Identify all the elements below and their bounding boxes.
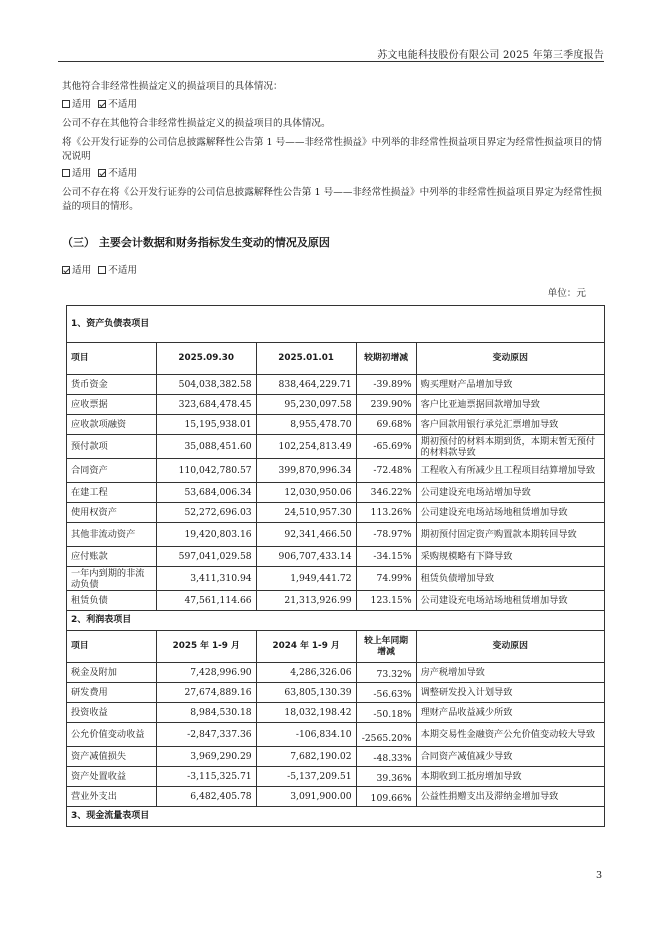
current-value-cell: 52,272,696.03 xyxy=(156,503,256,523)
current-value-cell: 15,195,938.01 xyxy=(156,415,256,435)
prior-value-cell: 399,870,996.34 xyxy=(256,459,356,483)
change-pct-cell: 69.68% xyxy=(356,415,416,435)
column-header: 变动原因 xyxy=(416,343,604,375)
current-value-cell: 3,411,310.94 xyxy=(156,567,256,591)
prior-value-cell: 24,510,957.30 xyxy=(256,503,356,523)
change-pct-cell: 239.90% xyxy=(356,395,416,415)
change-pct-cell: -34.15% xyxy=(356,547,416,567)
table-row xyxy=(67,703,605,723)
column-header: 2024 年 1-9 月 xyxy=(256,631,356,663)
group-title: 3、现金流量表项目 xyxy=(67,807,605,827)
column-header: 较上年同期增减 xyxy=(356,631,416,663)
item-cell: 应收票据 xyxy=(67,395,157,415)
prior-value-cell: -5,137,209.51 xyxy=(256,767,356,787)
current-value-cell: 8,984,530.18 xyxy=(156,703,256,723)
reason-cell: 客户比亚迪票据回款增加导致 xyxy=(416,395,604,415)
prior-value-cell: 906,707,433.14 xyxy=(256,547,356,567)
prior-value-cell: 95,230,097.58 xyxy=(256,395,356,415)
column-header: 2025.01.01 xyxy=(256,343,356,375)
reason-cell: 公司建设充电场站增加导致 xyxy=(416,483,604,503)
table-row xyxy=(67,483,605,503)
running-header: 苏文电能科技股份有限公司 2025 年第三季度报告 xyxy=(377,50,604,61)
checkbox-not-applicable-1[interactable] xyxy=(98,100,106,108)
reason-cell: 采购规模略有下降导致 xyxy=(416,547,604,567)
page-number: 3 xyxy=(596,870,603,881)
header-rule xyxy=(58,61,604,62)
prior-value-cell: 92,341,466.50 xyxy=(256,523,356,547)
change-pct-cell: -48.33% xyxy=(356,747,416,767)
column-header: 项目 xyxy=(67,343,157,375)
change-pct-cell: -65.69% xyxy=(356,435,416,459)
prior-value-cell: 63,805,130.39 xyxy=(256,683,356,703)
reason-cell: 合同资产减值减少导致 xyxy=(416,747,604,767)
change-pct-cell: 123.15% xyxy=(356,591,416,611)
column-header: 2025.09.30 xyxy=(156,343,256,375)
table-row xyxy=(67,435,605,459)
unit-label: 单位：元 xyxy=(547,288,586,299)
current-value-cell: 27,674,889.16 xyxy=(156,683,256,703)
table-row xyxy=(67,567,605,591)
table-row xyxy=(67,663,605,683)
reason-cell: 理财产品收益减少所致 xyxy=(416,703,604,723)
item-cell: 其他非流动资产 xyxy=(67,523,157,547)
current-value-cell: 3,969,290.29 xyxy=(156,747,256,767)
applicability-options-3: 适用 不适用 xyxy=(62,264,602,278)
table-row xyxy=(67,547,605,567)
applicability-options-1: 适用 不适用 xyxy=(62,98,602,112)
item-cell: 研发费用 xyxy=(67,683,157,703)
reason-cell: 本期收到工抵房增加导致 xyxy=(416,767,604,787)
change-pct-cell: 113.26% xyxy=(356,503,416,523)
item-cell: 资产处置收益 xyxy=(67,767,157,787)
change-pct-cell: 346.22% xyxy=(356,483,416,503)
current-value-cell: 53,684,006.34 xyxy=(156,483,256,503)
table-group-row xyxy=(67,306,605,343)
column-header: 变动原因 xyxy=(416,631,604,663)
group-title: 1、资产负债表项目 xyxy=(67,306,605,343)
prior-value-cell: 4,286,326.06 xyxy=(256,663,356,683)
table-row xyxy=(67,415,605,435)
reason-cell: 本期交易性金融资产公允价值变动较大导致 xyxy=(416,723,604,747)
prior-value-cell: 8,955,478.70 xyxy=(256,415,356,435)
reason-cell: 公司建设充电场站场地租赁增加导致 xyxy=(416,591,604,611)
reason-cell: 调整研发投入计划导致 xyxy=(416,683,604,703)
item-cell: 使用权资产 xyxy=(67,503,157,523)
current-value-cell: 597,041,029.58 xyxy=(156,547,256,567)
prior-value-cell: 12,030,950.06 xyxy=(256,483,356,503)
current-value-cell: 7,428,996.90 xyxy=(156,663,256,683)
section-title: （三） 主要会计数据和财务指标发生变动的情况及原因 xyxy=(62,236,330,249)
table-group-row xyxy=(67,611,605,631)
column-header: 较期初增减 xyxy=(356,343,416,375)
current-value-cell: 6,482,405.78 xyxy=(156,787,256,807)
prior-value-cell: 21,313,926.99 xyxy=(256,591,356,611)
current-value-cell: -2,847,337.36 xyxy=(156,723,256,747)
table-row xyxy=(67,723,605,747)
prior-value-cell: -106,834.10 xyxy=(256,723,356,747)
checkbox-applicable-1[interactable] xyxy=(62,100,70,108)
paragraph-reclassification: 将《公开发行证券的公司信息披露解释性公告第 1 号——非经常性损益》中列举的非经常性损益项目界定为经常性损益项目的情况说明 xyxy=(62,137,602,162)
item-cell: 一年内到期的非流动负债 xyxy=(67,567,157,591)
table-row xyxy=(67,747,605,767)
item-cell: 资产减值损失 xyxy=(67,747,157,767)
group-title: 2、利润表项目 xyxy=(67,611,605,631)
reason-cell: 公益性捐赠支出及滞纳金增加导致 xyxy=(416,787,604,807)
item-cell: 在建工程 xyxy=(67,483,157,503)
current-value-cell: 47,561,114.66 xyxy=(156,591,256,611)
financial-changes-table xyxy=(66,305,605,827)
table-header-row xyxy=(67,631,605,663)
change-pct-cell: 73.32% xyxy=(356,663,416,683)
change-pct-cell: -50.18% xyxy=(356,703,416,723)
paragraph-no-other-items: 公司不存在其他符合非经常性损益定义的损益项目的具体情况。 xyxy=(62,118,331,129)
paragraph-other-items: 其他符合非经常性损益定义的损益项目的具体情况： xyxy=(62,81,283,92)
change-pct-cell: -78.97% xyxy=(356,523,416,547)
current-value-cell: 504,038,382.58 xyxy=(156,375,256,395)
item-cell: 公允价值变动收益 xyxy=(67,723,157,747)
table-row xyxy=(67,683,605,703)
table-row xyxy=(67,787,605,807)
checkbox-applicable-2[interactable] xyxy=(62,169,70,177)
reason-cell: 工程收入有所减少且工程项目结算增加导致 xyxy=(416,459,604,483)
change-pct-cell: 39.36% xyxy=(356,767,416,787)
reason-cell: 购买理财产品增加导致 xyxy=(416,375,604,395)
column-header: 项目 xyxy=(67,631,157,663)
reason-cell: 期初预付固定资产购置款本期转回导致 xyxy=(416,523,604,547)
table-header-row xyxy=(67,343,605,375)
item-cell: 货币资金 xyxy=(67,375,157,395)
current-value-cell: 323,684,478.45 xyxy=(156,395,256,415)
reason-cell: 公司建设充电场站场地租赁增加导致 xyxy=(416,503,604,523)
item-cell: 营业外支出 xyxy=(67,787,157,807)
prior-value-cell: 1,949,441.72 xyxy=(256,567,356,591)
table-row xyxy=(67,395,605,415)
current-value-cell: 35,088,451.60 xyxy=(156,435,256,459)
reason-cell: 客户回款用银行承兑汇票增加导致 xyxy=(416,415,604,435)
table-row xyxy=(67,503,605,523)
paragraph-no-reclassification: 公司不存在将《公开发行证券的公司信息披露解释性公告第 1 号——非经常性损益》中列举的非经常性损益项目界定为经常性损益的项目的情形。 xyxy=(62,187,602,212)
current-value-cell: -3,115,325.71 xyxy=(156,767,256,787)
table-row xyxy=(67,459,605,483)
reason-cell: 房产税增加导致 xyxy=(416,663,604,683)
table-group-row xyxy=(67,807,605,827)
checkbox-not-applicable-2[interactable] xyxy=(98,169,106,177)
prior-value-cell: 18,032,198.42 xyxy=(256,703,356,723)
table-row xyxy=(67,375,605,395)
change-pct-cell: 74.99% xyxy=(356,567,416,591)
applicability-options-2: 适用 不适用 xyxy=(62,167,602,181)
checkbox-applicable-3[interactable] xyxy=(62,266,70,274)
prior-value-cell: 102,254,813.49 xyxy=(256,435,356,459)
item-cell: 投资收益 xyxy=(67,703,157,723)
prior-value-cell: 3,091,900.00 xyxy=(256,787,356,807)
change-pct-cell: -2565.20% xyxy=(356,723,416,747)
current-value-cell: 19,420,803.16 xyxy=(156,523,256,547)
item-cell: 应付账款 xyxy=(67,547,157,567)
table-row xyxy=(67,523,605,547)
item-cell: 应收款项融资 xyxy=(67,415,157,435)
change-pct-cell: -72.48% xyxy=(356,459,416,483)
item-cell: 税金及附加 xyxy=(67,663,157,683)
column-header: 2025 年 1-9 月 xyxy=(156,631,256,663)
change-pct-cell: -39.89% xyxy=(356,375,416,395)
reason-cell: 租赁负债增加导致 xyxy=(416,567,604,591)
item-cell: 预付款项 xyxy=(67,435,157,459)
change-pct-cell: -56.63% xyxy=(356,683,416,703)
table-row xyxy=(67,591,605,611)
prior-value-cell: 7,682,190.02 xyxy=(256,747,356,767)
change-pct-cell: 109.66% xyxy=(356,787,416,807)
prior-value-cell: 838,464,229.71 xyxy=(256,375,356,395)
reason-cell: 期初预付的材料本期到货，本期末暂无预付的材料款导致 xyxy=(416,435,604,459)
table-row xyxy=(67,767,605,787)
checkbox-not-applicable-3[interactable] xyxy=(98,266,106,274)
item-cell: 租赁负债 xyxy=(67,591,157,611)
item-cell: 合同资产 xyxy=(67,459,157,483)
current-value-cell: 110,042,780.57 xyxy=(156,459,256,483)
